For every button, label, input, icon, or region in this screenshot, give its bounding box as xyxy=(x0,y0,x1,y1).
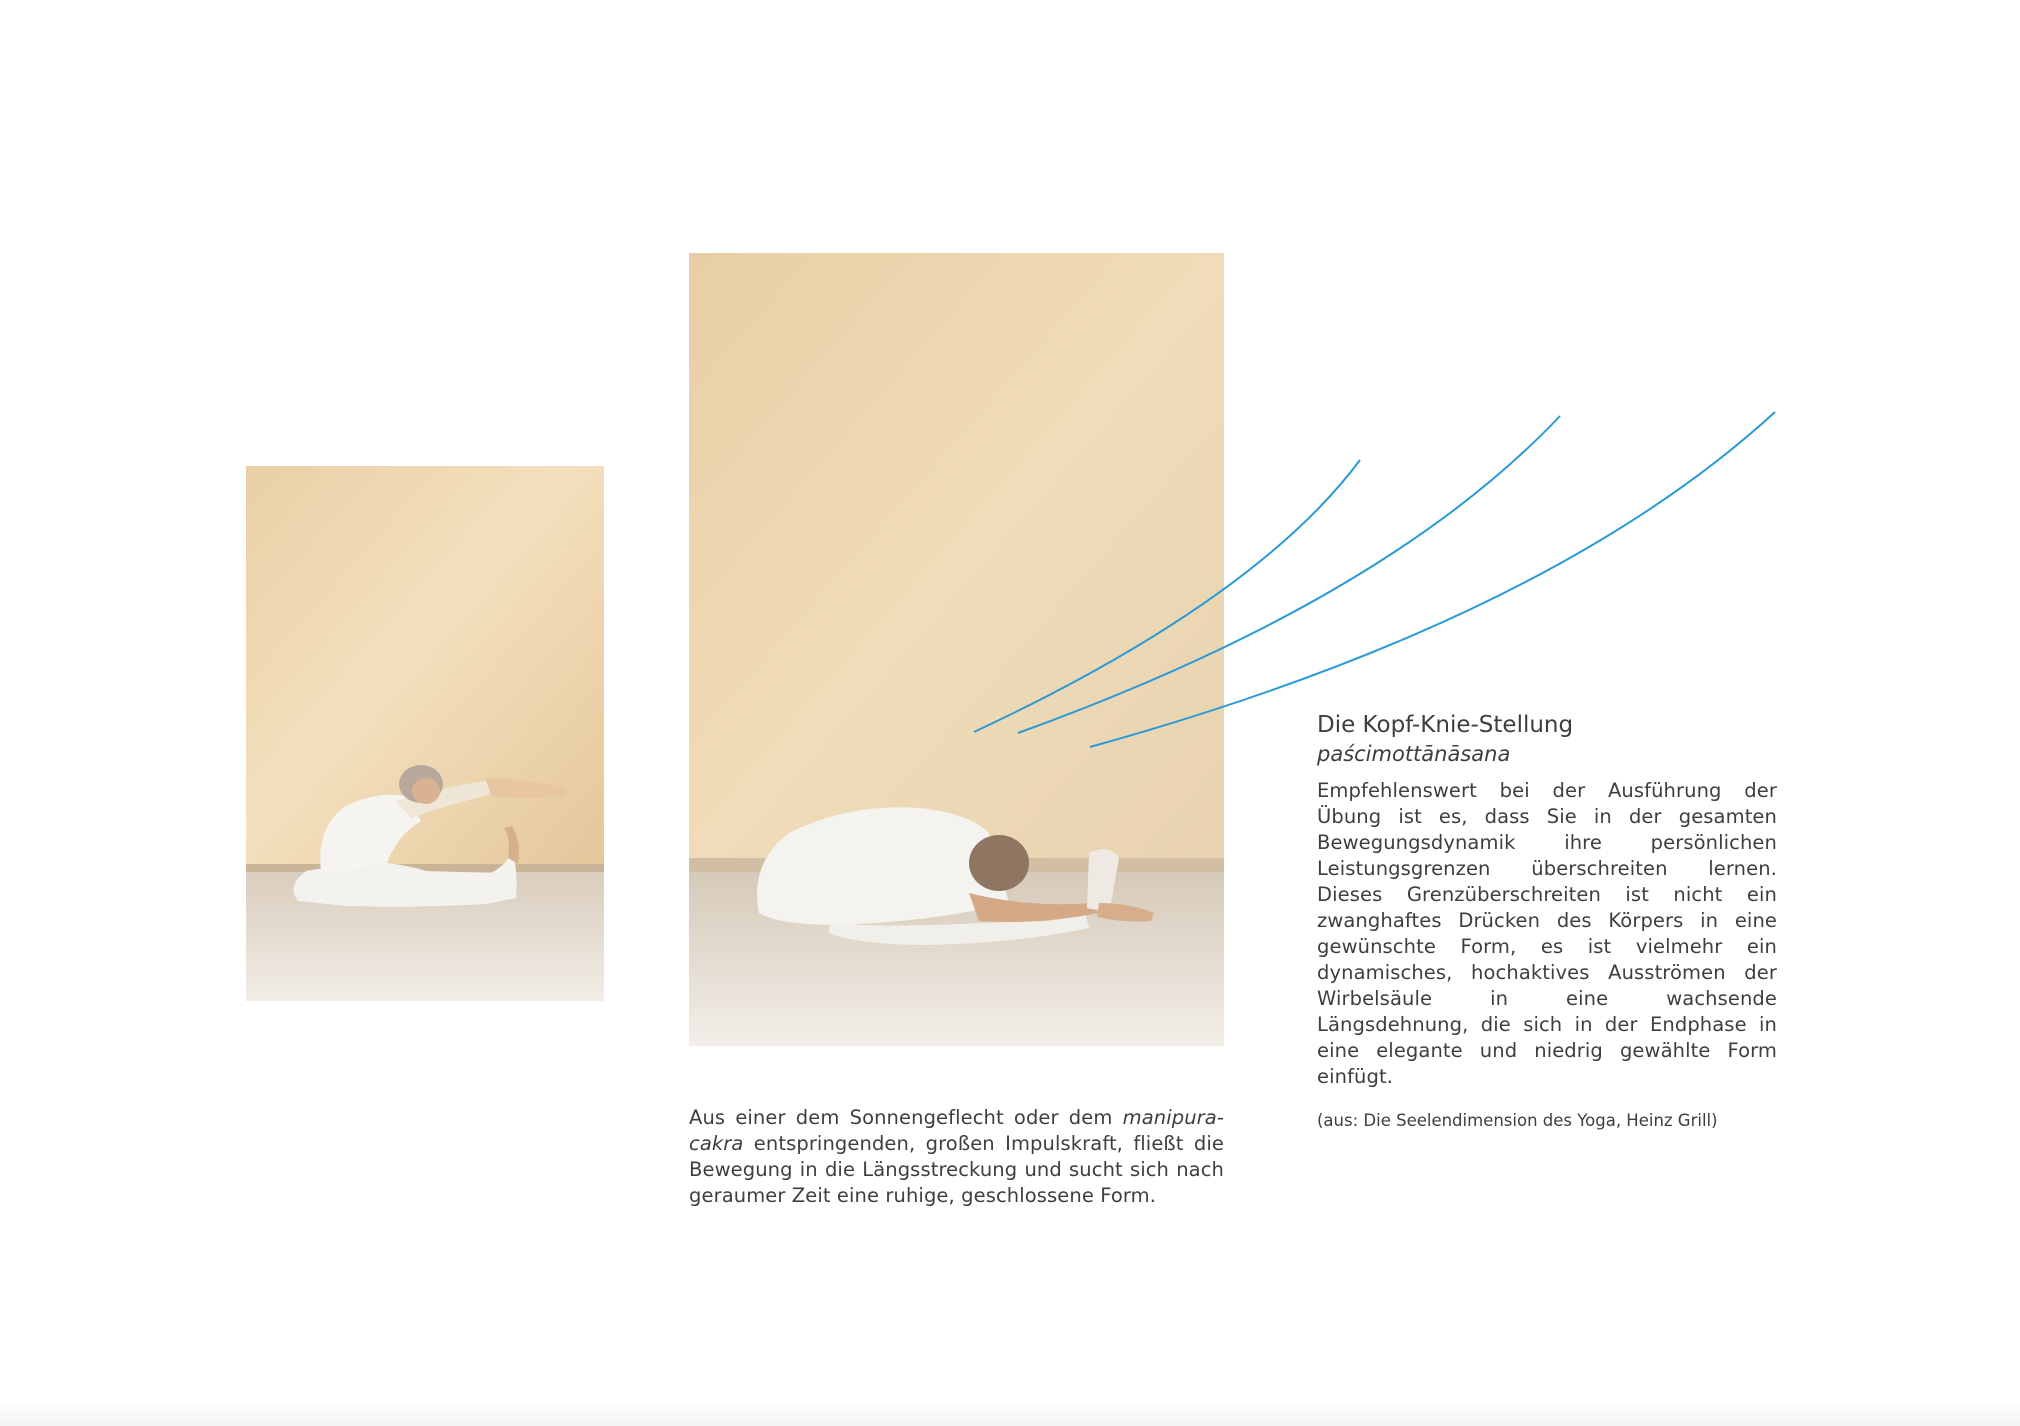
photo-seated-reach-image xyxy=(246,466,604,1001)
photo-head-to-knee xyxy=(689,253,1224,1046)
caption-text-start: Aus einer dem Sonnengeflecht oder dem xyxy=(689,1105,1123,1129)
exercise-body-text: Empfehlenswert bei der Ausführung der Übung ist es, dass Sie in der gesamten Bewegungsdynamik ihre persönlichen Leistungsgrenzen überschreiten lernen. Dieses Grenzüberschreiten ist nicht ein zwanghaftes Drücken des Körpers in eine gewünschte Form, es ist vielmehr ein dynamisches, hochaktives Ausströmen der Wirbelsäule in eine wachsende Längsdehnung, die sich in der Endphase in eine elegante und niedrig gewählte Form einfügt. xyxy=(1317,779,1777,1088)
photo-head-to-knee-image xyxy=(689,253,1224,1046)
exercise-description xyxy=(1317,710,1777,1132)
exercise-sanskrit-name: paścimottānāsana xyxy=(1317,742,1511,766)
source-citation: (aus: Die Seelendimension des Yoga, Heinz Grill) xyxy=(1317,1111,1718,1130)
caption-emphasis: manipura-cakra xyxy=(689,1105,1224,1155)
photo-caption xyxy=(689,1105,1224,1209)
page-bottom-edge xyxy=(0,1400,2020,1426)
photo-seated-reach xyxy=(246,466,604,1001)
exercise-title: Die Kopf-Knie-Stellung xyxy=(1317,712,1574,738)
caption-text-end: entspringenden, großen Impulskraft, fließt die Bewegung in die Längsstreckung und sucht sich nach geraumer Zeit eine ruhige, geschlossene Form. xyxy=(689,1131,1224,1207)
